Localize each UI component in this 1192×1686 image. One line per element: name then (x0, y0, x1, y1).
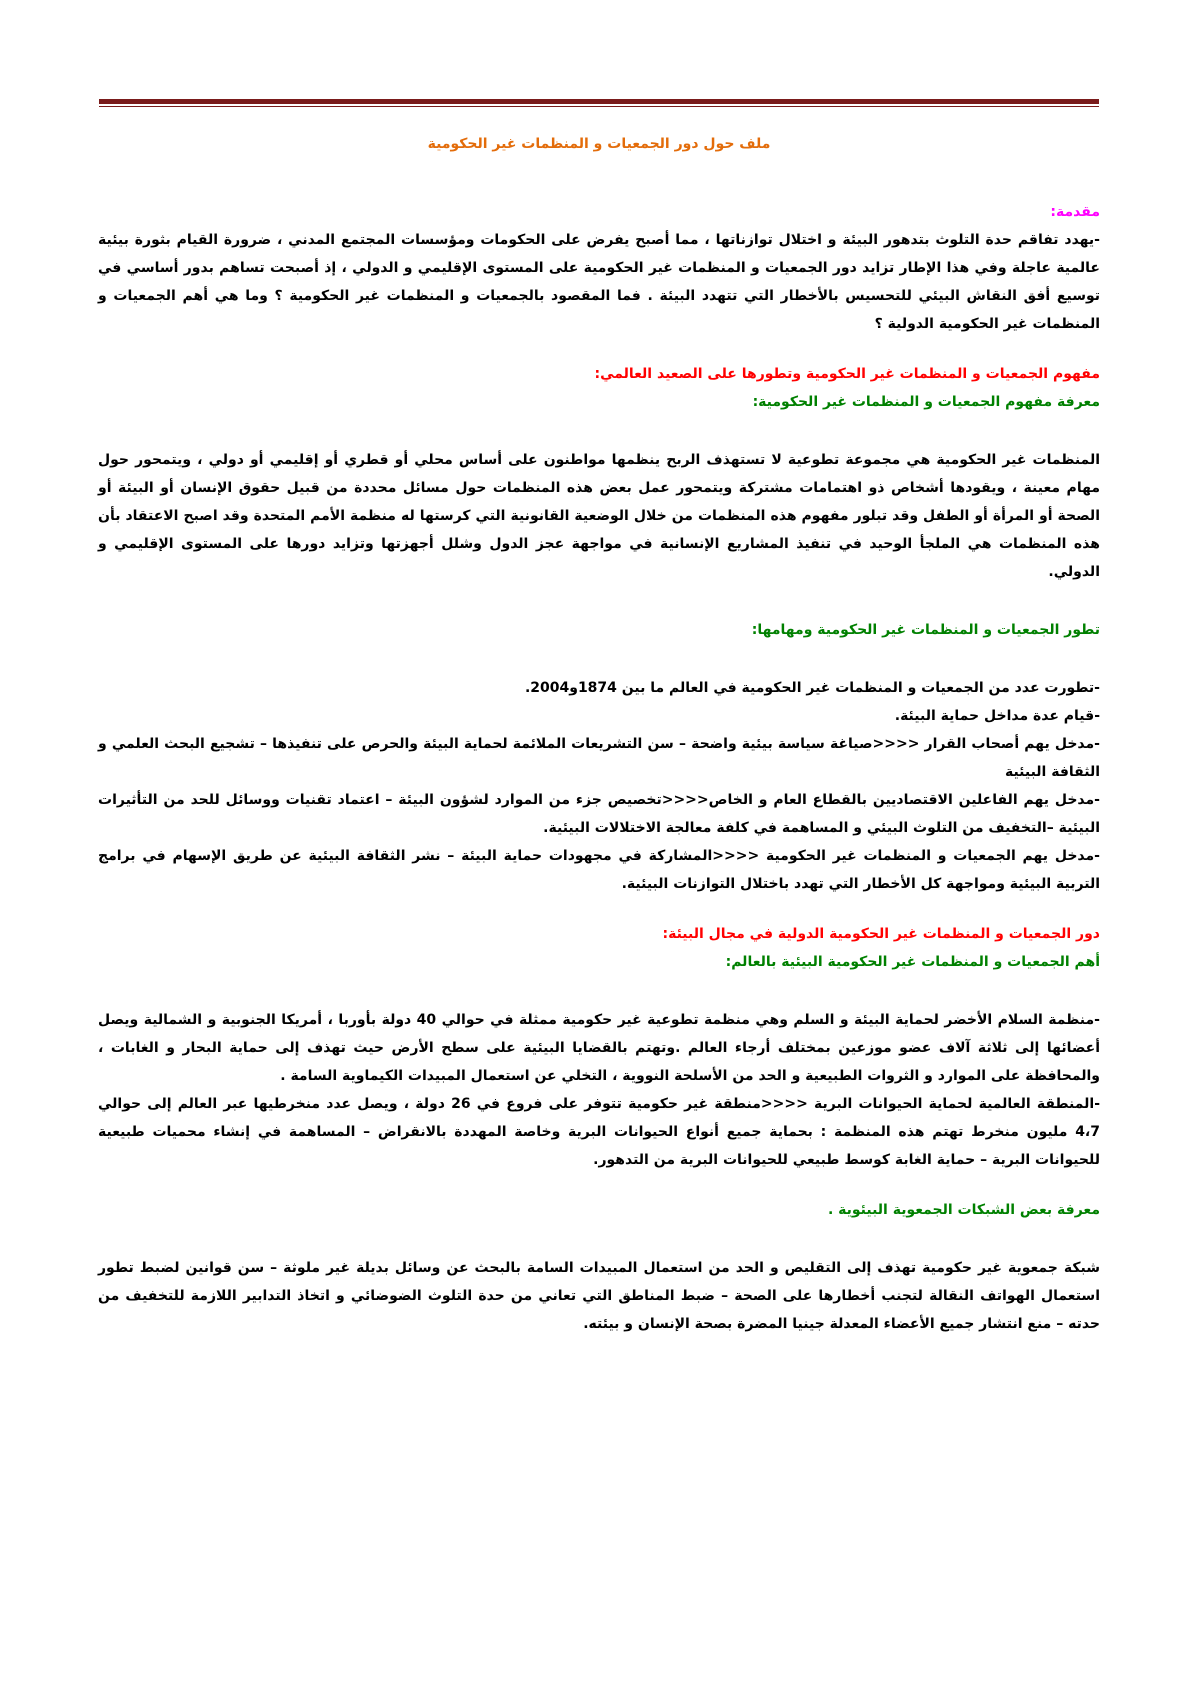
spacer (98, 976, 1100, 1006)
section3-subheading: أهم الجمعيات و المنظمات غير الحكومية البيئية بالعالم: (725, 954, 1100, 970)
spacer (98, 586, 1100, 616)
section3-heading: دور الجمعيات و المنظمات غير الحكومية الدولية في مجال البيئة: (662, 926, 1100, 942)
intro-label: مقدمة: (1050, 204, 1100, 220)
section3-item: -منظمة السلام الأخضر لحماية البيئة و السلم وهي منظمة تطوعية غير حكومية ممثلة في حوالي 40 دولة بأوربا ، أمريكا الجنوبية و الشمالية ويصل أعضائها إلى ثلاثة آلاف عضو موزعين بمختلف أرجاء العالم .وتهتم بالقضايا البيئية على سطح الأرض حيث تهذف إلى حماية البحار و الغابات ، والمحافظة على الموارد و الثروات الطبيعية و الحد من الأسلحة النووية ، التخلي عن استعمال المبيدات الكيماوية السامة . (98, 1012, 1100, 1084)
section1-heading: مفهوم الجمعيات و المنظمات غير الحكومية وتطورها على الصعيد العالمي: (594, 366, 1100, 382)
section4-heading: معرفة بعض الشبكات الجمعوية البيئوية . (827, 1202, 1100, 1218)
section2-item: -مدخل يهم أصحاب القرار <<<<صياغة سياسة بيئية واضحة – سن التشريعات الملائمة لحماية البيئة والحرص على تنفيذها – تشجيع البحث العلمي و الثقافة البيئية (98, 736, 1100, 780)
spacer (98, 416, 1100, 446)
header-rule-thin (99, 106, 1099, 107)
section2-heading: تطور الجمعيات و المنظمات غير الحكومية ومهامها: (751, 622, 1100, 638)
section2-item: -قيام عدة مداخل حماية البيئة. (894, 708, 1100, 724)
section2-item: -تطورت عدد من الجمعيات و المنظمات غير الحكومية في العالم ما بين 1874و2004. (524, 680, 1100, 696)
spacer (98, 1174, 1100, 1196)
intro-paragraph: -يهدد تفاقم حدة التلوث بتدهور البيئة و اختلال توازناتها ، مما أصبح يفرض على الحكومات ومؤسسات المجتمع المدني ، ضرورة القيام بثورة بيئية عالمية عاجلة وفي هذا الإطار تزايد دور الجمعيات و المنظمات غير الحكومية على المستوى الإقليمي و الدولي ، إذ أصبحت تساهم بدور أساسي في توسيع أفق النقاش البيئي للتحسيس بالأخطار التي تتهدد البيئة . فما المقصود بالجمعيات و المنظمات غير الحكومية ؟ وما هي أهم الجمعيات و المنظمات غير الحكومية الدولية ؟ (98, 232, 1100, 332)
section4-paragraph: شبكة جمعوية غير حكومية تهذف إلى التقليص و الحد من استعمال المبيدات السامة بالبحث عن وسائل بديلة غير ملوثة – سن قوانين لضبط تطور استعمال الهواتف النقالة لتجنب أخطارها على الصحة – ضبط المناطق التي تعاني من حدة التلوث الضوضائي و اتخاذ التدابير اللازمة للتخفيف من حدته – منع انتشار جميع الأعضاء المعدلة جينيا المضرة بصحة الإنسان و بيئته. (98, 1260, 1100, 1332)
spacer (98, 644, 1100, 674)
document-title: ملف حول دور الجمعيات و المنظمات غير الحكومية (427, 136, 771, 152)
section1-paragraph: المنظمات غير الحكومية هي مجموعة تطوعية لا تستهذف الربح ينظمها مواطنون على أساس محلي أو قطري أو إقليمي أو دولي ، ويتمحور حول مهام معينة ، ويقودها أشخاص ذو اهتمامات مشتركة ويتمحور عمل بعض هذه المنظمات حول مسائل محددة من قبيل حقوق الإنسان أو البيئة أو الصحة أو المرأة أو الطفل وقد تبلور مفهوم هذه المنظمات من خلال الوضعية القانونية التي كرستها له منظمة الأمم المتحدة وقد اصبح الاعتقاد بأن هذه المنظمات هي الملجأ الوحيد في تنفيذ المشاريع الإنسانية في مواجهة عجز الدول وشلل أجهزتها وتزايد دورها على المستوى الإقليمي و الدولي. (98, 452, 1100, 580)
section2-item: -مدخل يهم الفاعلين الاقتصاديين بالقطاع العام و الخاص<<<<تخصيص جزء من الموارد لشؤون البيئة – اعتماد تقنيات ووسائل للحد من التأثيرات البيئية –التخفيف من التلوث البيئي و المساهمة في كلفة معالجة الاختلالات البيئية. (98, 792, 1100, 836)
spacer (98, 898, 1100, 920)
header-rule (99, 99, 1099, 107)
section3-item: -المنطقة العالمية لحماية الحيوانات البرية <<<<منطقة غير حكومية تتوفر على فروع في 26 دولة ، ويصل عدد منخرطيها عبر العالم إلى حوالي 4،7 مليون منخرط تهتم هذه المنظمة : بحماية جميع أنواع الحيوانات البرية وخاصة المهددة بالانقراض – المساهمة في إنشاء محميات طبيعية للحيوانات البرية – حماية الغابة كوسط طبيعي للحيوانات البرية من التدهور. (98, 1096, 1101, 1168)
spacer (98, 1224, 1100, 1254)
header-rule-thick (99, 99, 1099, 104)
document-body (98, 130, 1100, 1338)
section1-subheading: معرفة مفهوم الجمعيات و المنظمات غير الحكومية: (752, 394, 1100, 410)
section2-item: -مدخل يهم الجمعيات و المنظمات غير الحكومية <<<<المشاركة في مجهودات حماية البيئة – نشر الثقافة البيئية عن طريق الإسهام في برامج التربية البيئية ومواجهة كل الأخطار التي تهدد باختلال التوازنات البيئية. (98, 848, 1100, 892)
spacer (98, 338, 1100, 360)
